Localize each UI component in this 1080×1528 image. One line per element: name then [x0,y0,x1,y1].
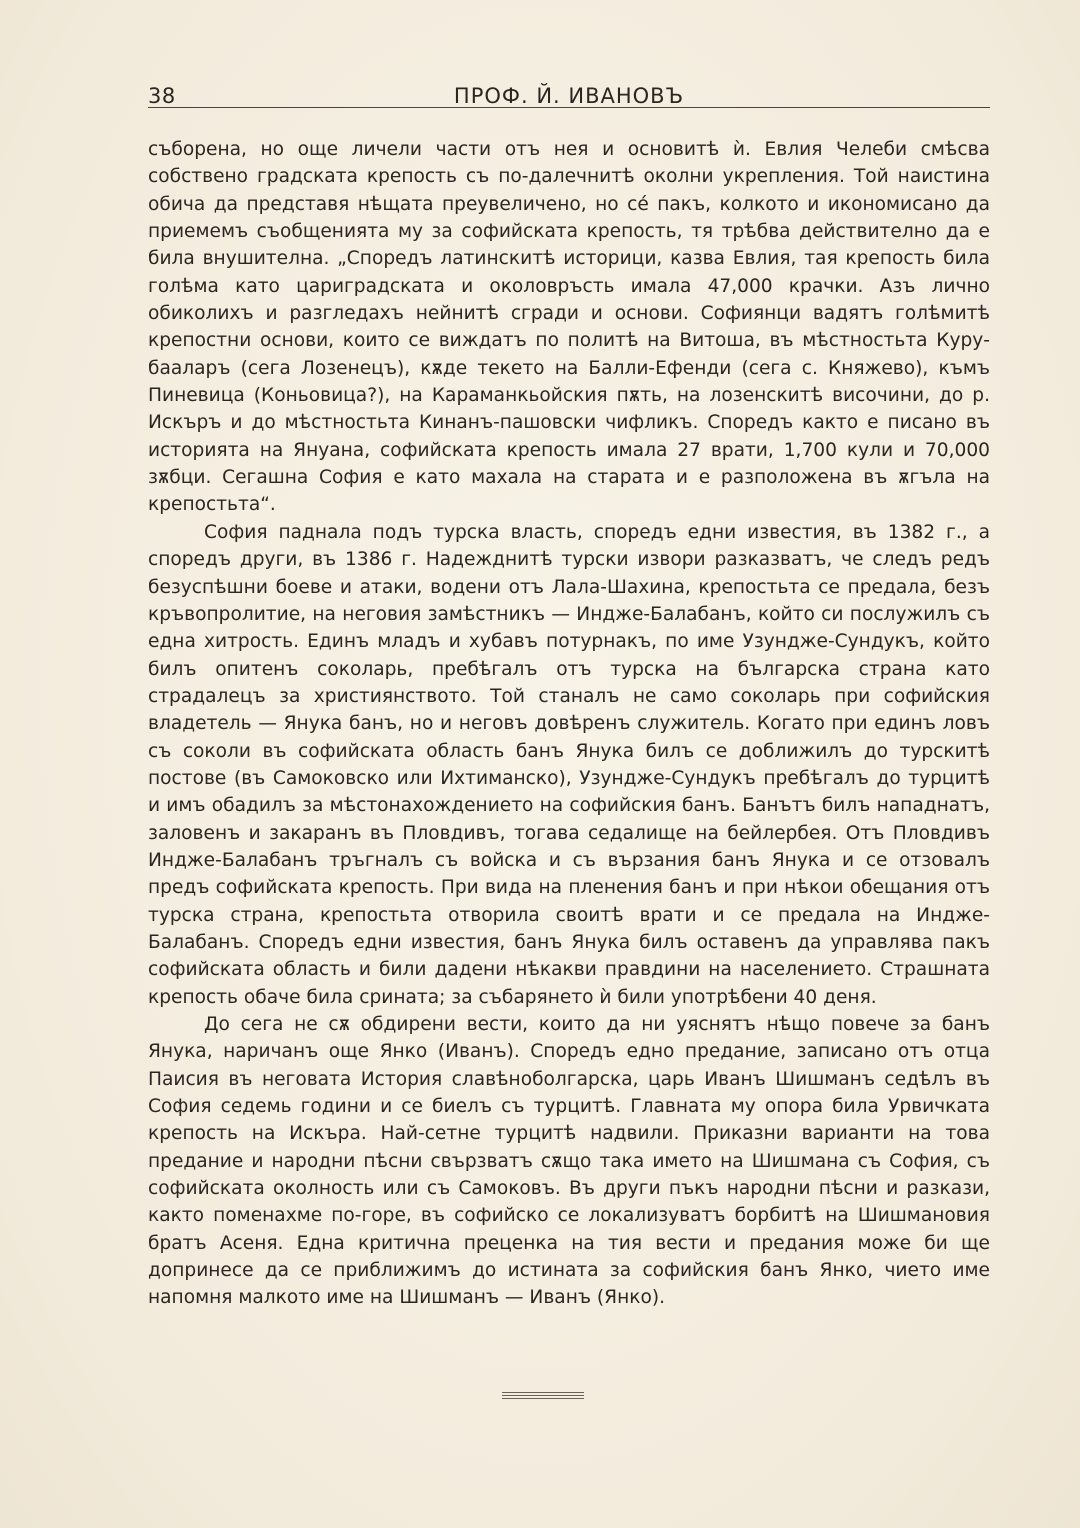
body-text [148,136,990,1312]
end-ornament [502,1392,584,1399]
paragraph: До сега не сѫ обдирени вести, които да ни уяснятъ нѣщо повече за банъ Янука, наричанъ още Янко (Иванъ). Споредъ едно предание, записано отъ отца Паисия въ неговата История славѣноболгарска, царь Иванъ Шишманъ седѣлъ въ София седемь години и се биелъ съ турцитѣ. Главната му опора била Урвичката крепость на Искъра. Най-сетне турцитѣ надвили. Приказни варианти на това предание и народни пѣсни свързватъ сѫщо така името на Шишмана съ София, съ софийската околность или съ Самоковъ. Въ други пъкъ народни пѣсни и разкази, както поменахме по-горе, въ софийско се локализуватъ борбитѣ на Шишмановия братъ Асеня. Една критична преценка на тия вести и предания може би ще допринесе да се приближимъ до истината за софийския банъ Янко, чието име напомня малкото име на Шишманъ — Иванъ (Янко). [148,1014,990,1309]
running-head: ПРОФ. Й. ИВАНОВЪ [453,84,685,108]
header-rule [148,107,990,108]
ornament-line [502,1398,584,1399]
paragraph: София паднала подъ турска власть, споредъ едни известия, въ 1382 г., а споредъ други, въ 1386 г. Надежднитѣ турски извори разказватъ, че следъ редъ безуспѣшни боеве и атаки, водени отъ Лала-Шахина, крепостьта се предала, безъ кръвопролитие, на неговия замѣстникъ — Индже-Балабанъ, който си послужилъ съ една хитрость. Единъ младъ и хубавъ потурнакъ, по име Узундже-Сундукъ, който билъ опитенъ соколарь, пребѣгалъ отъ турска на българска страна като страдалецъ за християнството. Той станалъ не само соколарь при софийския владетель — Янука банъ, но и неговъ довѣренъ служитель. Когато при единъ ловъ съ соколи въ софийската область банъ Янука билъ се доближилъ до турскитѣ постове (въ Самоковско или Ихтиманско), Узундже-Сундукъ пребѣгалъ до турцитѣ и имъ обадилъ за мѣстонахождението на софийския банъ. Банътъ билъ нападнатъ, заловенъ и закаранъ въ Пловдивъ, тогава седалище на бейлербея. Отъ Пловдивъ Индже-Балабанъ тръгналъ съ войска и съ вързания банъ Янука и се отзовалъ предъ софийската крепость. При вида на пленения банъ и при нѣкои обещания отъ турска страна, крепостьта отворила своитѣ врати и се предала на Индже-Балабанъ. Споредъ едни известия, банъ Янука билъ оставенъ да управлява пакъ софийската область и били дадени нѣкакви правдини на населението. Страшната крепость обаче била сринатa; за събарянето ѝ били употрѣбени 40 деня. [148,521,990,1008]
ornament-line [502,1392,584,1393]
ornament-line [502,1395,584,1396]
page-header [148,80,990,110]
page-number: 38 [148,84,176,108]
paragraph: съборена, но още личели части отъ нея и основитѣ ѝ. Евлия Челеби смѣсва собствено градската крепость съ по-далечнитѣ околни укрепления. Той наистина обича да представя нѣщата преувеличено, но се́ пакъ, колкото и икономисано да приемемъ съобщенията му за софийската крепость, тя трѣбва действително да е била внушителна. „Споредъ латинскитѣ историци, казва Евлия, тая крепость била голѣма като цариградската и околовръсть имала 47,000 крачки. Азъ лично обиколихъ и разгледахъ нейнитѣ сгради и основи. Софиянци вадятъ голѣмитѣ крепостни основи, които се виждатъ по политѣ на Витоша, въ мѣстностьта Куру-бааларъ (сега Лозенецъ), кѫде текето на Балли-Ефенди (сега с. Княжево), къмъ Пиневица (Коньовица?), на Караманкьойския пѫть, на лозенскитѣ височини, до р. Искъръ и до мѣстностьта Кинанъ-пашовски чифликъ. Споредъ както е писано въ историята на Януана, софийската крепость имала 27 врати, 1,700 кули и 70,000 зѫбци. Сегашна София е като махала на старата и е разположена въ ѫгъла на крепостьта“. [148,139,990,516]
